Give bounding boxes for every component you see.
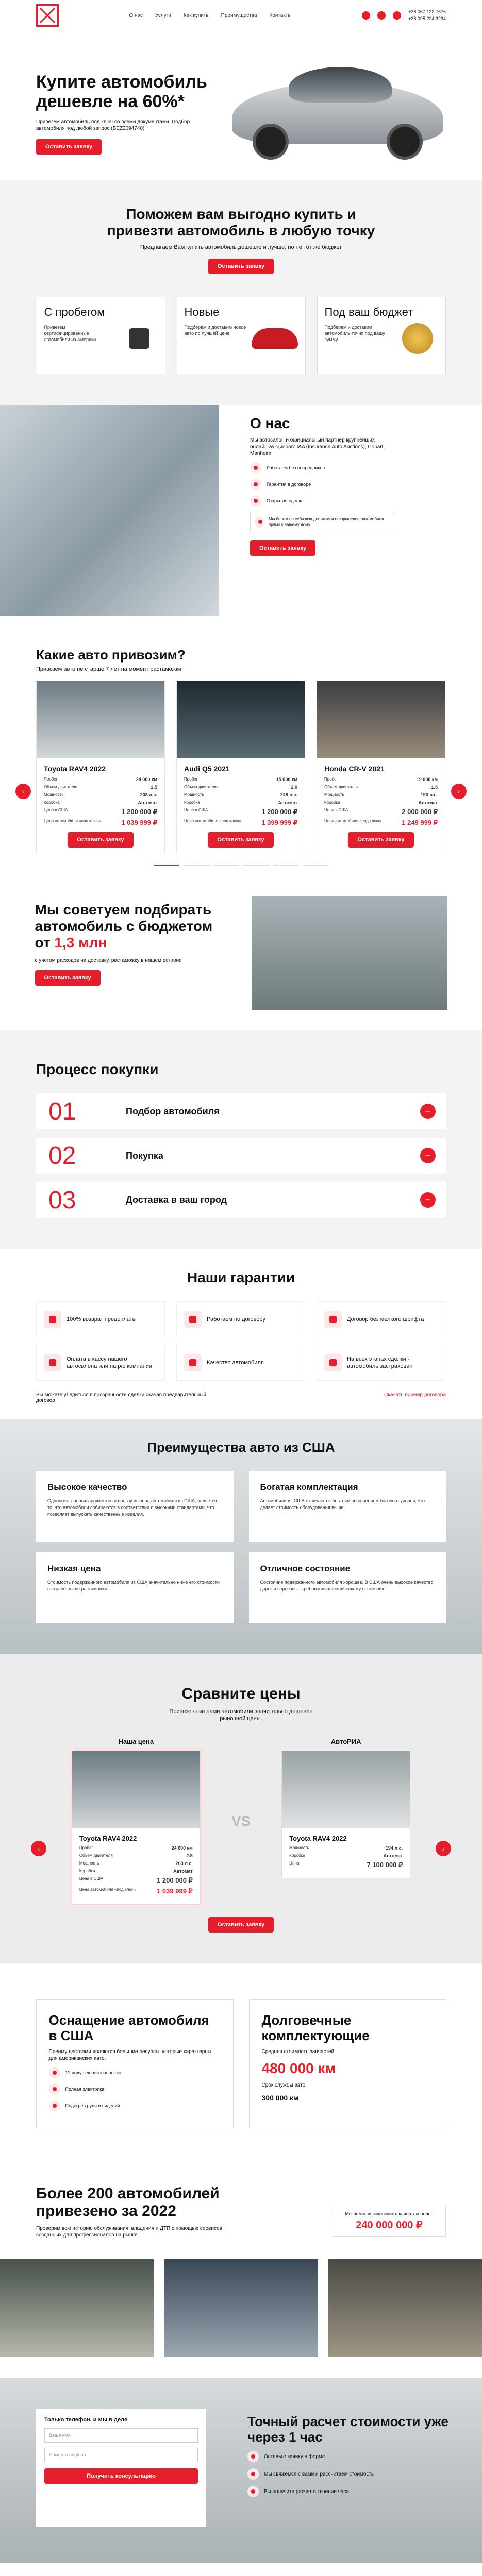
insurance-icon (324, 1354, 342, 1371)
about-point: Работаем без посредников (267, 465, 325, 470)
next-arrow-icon[interactable]: › (436, 1841, 451, 1856)
key-icon (129, 328, 149, 349)
gallery-photo (164, 2259, 318, 2357)
expand-icon[interactable]: – (420, 1192, 436, 1208)
compare-subtitle: Привезенные нами автомобили значительно дешевле рыночной цены. (169, 1708, 313, 1722)
electric-icon (49, 2083, 60, 2095)
advantage-card: Богатая комплектация Автомобили из США отличаются богатым оснащением базового уровня, что делает стоимость оборудования выше. (249, 1471, 446, 1542)
car-cta-button[interactable]: Оставить заявку (208, 832, 273, 848)
header (0, 0, 482, 31)
hero-cta-button[interactable]: Оставить заявку (36, 139, 102, 155)
budget-cta-button[interactable]: Оставить заявку (35, 970, 101, 986)
nav-about[interactable]: О нас (129, 12, 143, 19)
about-text: Мы автосалон и официальный партнер крупнейших онлайн-аукционов: IAA (Insurance Auto Auctions), Copart, Manheim. (250, 437, 385, 456)
budget-text: с учетом расходов на доставку, растаможку в нашем регионе (35, 958, 182, 963)
logo-icon[interactable] (36, 4, 59, 27)
heating-icon (49, 2100, 60, 2111)
coins-icon (402, 323, 433, 354)
download-contract-link[interactable]: Скачать пример договора (384, 1392, 446, 1398)
delivered-section (0, 2164, 482, 2378)
about-title: О нас (250, 415, 290, 431)
car-card: Toyota RAV4 2022 Пробег 24 000 км Объем двигателя 2.5 Мощность 203 л.с. Коробка Автомат Цена в США 1 200 000 ₽ Цена автомобиля «под ключ» 1 039 999 ₽ Оставить заявку (36, 681, 165, 854)
nav-services[interactable]: Услуги (155, 12, 171, 19)
card-title: Новые (184, 306, 220, 318)
card-text: Подберем и доставим автомобиль точно под вашу сумму (324, 325, 385, 342)
help-subtitle: Предлагаем Вам купить автомобиль дешевле и лучше, но не тот же бюджет (140, 244, 342, 250)
expand-icon[interactable]: – (420, 1104, 436, 1119)
expand-icon[interactable]: – (420, 1148, 436, 1163)
airbag-icon (49, 2067, 60, 2078)
card-budget[interactable] (317, 297, 446, 374)
about-photo (0, 405, 219, 616)
phone-field[interactable]: Номер телефона (44, 2448, 198, 2462)
calc-title: Точный расчет стоимости уже через 1 час (247, 2414, 448, 2445)
guarantee-item: На всех этапах сделки - автомобиль застрахован (317, 1345, 445, 1381)
guarantee-item: 100% возврат предоплаты (36, 1301, 165, 1337)
about-point: Гарантия в договоре (267, 482, 311, 487)
phone-1[interactable]: +38 067 123 7676 (408, 9, 446, 14)
header-contacts (362, 9, 446, 22)
about-note: Мы берем на себя всю доставку и оформление автомобиля прямо к вашему дому (250, 512, 394, 532)
budget-title: Мы советуем подбирать автомобиль с бюджетом от 1,3 млн (35, 902, 213, 951)
car-name: Honda CR-V 2021 (324, 765, 385, 773)
contract-icon (184, 1311, 202, 1328)
vs-label: VS (231, 1813, 251, 1829)
advantage-card: Низкая цена Стоимость подержанного автомобиля из США значительно ниже его стоимости в стране после растаможки. (36, 1552, 234, 1623)
help-section (0, 180, 482, 405)
our-price-label: Наша цена (118, 1738, 154, 1745)
car-cta-button[interactable]: Оставить заявку (348, 832, 413, 848)
compare-card-market: Toyota RAV4 2022 Мощность 194 л.с. Коробка Автомат Цена 7 100 000 ₽ (281, 1751, 410, 1878)
hero-title: Купите автомобиль дешевле на 60%* (36, 72, 207, 111)
hero (0, 31, 482, 180)
prev-arrow-icon[interactable]: ‹ (31, 1841, 46, 1856)
advantages-section (0, 1419, 482, 1654)
handshake-icon (250, 495, 261, 506)
next-arrow-icon[interactable]: › (451, 784, 467, 799)
delivered-title: Более 200 автомобилей привезено за 2022 (36, 2185, 220, 2219)
process-step[interactable]: 02 Покупка – (36, 1138, 446, 1174)
phones (408, 9, 446, 22)
advantage-card: Отличное состояние Состояние подержанного автомобиля хорошее. В США очень высокое качество дорог и серьезные требования к техническому состоянию. (249, 1552, 446, 1623)
truck-icon (255, 516, 263, 528)
card-new[interactable] (177, 297, 306, 374)
document-icon (324, 1311, 342, 1328)
slider-dots[interactable] (36, 865, 446, 866)
prev-arrow-icon[interactable]: ‹ (15, 784, 31, 799)
about-point: Открытая сделка (267, 498, 304, 503)
guarantee-item: Качество автомобиля (176, 1345, 305, 1381)
compare-section (0, 1654, 482, 1963)
gallery-photo (0, 2259, 154, 2357)
car-photo (282, 1751, 410, 1828)
form-icon (247, 2451, 259, 2462)
cash-icon (44, 1354, 61, 1371)
guarantees-section (36, 1249, 446, 1419)
form-section: Только телефон, и мы в деле Ваше имя Номер телефона Получить консультацию Точный расчет стоимости уже через 1 час Оставьте заявку в форме Мы свяжемся с вами и рассчитаем стоимость Вы получите расчет в течение часа (0, 2378, 482, 2563)
hero-text: Привезем автомобиль под ключ со всеми документами. Подбор автомобиля под любой запрос (BEZ2094740) (36, 119, 190, 131)
clock-icon (247, 2486, 259, 2497)
card-text: Подберем и доставим новое авто по лучшей цене (184, 325, 246, 336)
main-nav (129, 13, 291, 19)
market-price-label: АвтоРИА (330, 1738, 361, 1745)
refund-icon (44, 1311, 61, 1328)
pickup-photo (252, 896, 447, 1010)
gallery-photo (328, 2259, 482, 2357)
advantage-card: Высокое качество Одним из главных аргументов в пользу выбора автомобиля из США, является то, что автомобили собираются в соответствии с высокими стандартами, что позволяет выпускать качественные изделия. (36, 1471, 234, 1542)
nav-advantages[interactable]: Преимущества (221, 12, 257, 19)
contacts-section (36, 2563, 446, 2576)
process-section (0, 1030, 482, 1249)
telegram-icon[interactable] (362, 11, 370, 20)
about-cta-button[interactable]: Оставить заявку (250, 540, 315, 556)
car-name: Toyota RAV4 2022 (44, 765, 106, 773)
savings-box: Мы помогли сэкономить клиентам более 240 000 000 ₽ (333, 2206, 446, 2237)
compare-title: Сравните цены (181, 1685, 301, 1702)
process-step[interactable]: 01 Подбор автомобиля – (36, 1093, 446, 1129)
shield-icon (250, 479, 261, 490)
help-title: Поможем вам выгодно купить и привезти автомобиль в любую точку (107, 206, 375, 239)
budget-section (0, 881, 482, 1030)
phone-icon (247, 2468, 259, 2480)
card-title: Под ваш бюджет (324, 306, 413, 318)
quality-icon (184, 1354, 202, 1371)
nav-howto[interactable]: Как купить (183, 12, 209, 19)
hero-car-image (227, 46, 448, 170)
compare-cta-button[interactable]: Оставить заявку (208, 1917, 274, 1933)
about-section (0, 405, 482, 637)
car-photo (37, 681, 164, 758)
viber-icon[interactable] (377, 11, 386, 20)
check-icon (250, 462, 261, 473)
cars-title: Какие авто привозим? (36, 647, 186, 663)
nav-contacts[interactable]: Контакты (269, 12, 292, 19)
car-photo (317, 681, 445, 758)
delivered-text: Проверим всю историю обслуживания, владения и ДТП с помощью сервисов, созданных для профессионалов на рынке (36, 2226, 224, 2238)
phone-2[interactable]: +38 095 224 3234 (408, 16, 446, 21)
process-step[interactable]: 03 Доставка в ваш город – (36, 1182, 446, 1218)
cars-subtitle: Привезем авто не старше 7 лет на момент растаможки. (36, 666, 184, 672)
durability-card: Долговечные комплектующие Средняя стоимость запчастей 480 000 км Срок службы авто 300 000 км (249, 1999, 446, 2128)
guarantee-item: Оплата в кассу нашего автосалона или на р/с компании (36, 1345, 165, 1381)
car-card: Audi Q5 2021 Пробег 15 000 км Объем двигателя 2.0 Мощность 248 л.с. Коробка Автомат Цена в США 1 200 000 ₽ Цена автомобиля «под ключ» 1 399 999 ₽ Оставить заявку (176, 681, 305, 854)
car-photo (177, 681, 305, 758)
guarantee-note: Вы можете убедиться в прозрачности сделки скачав предварительный договор (36, 1392, 206, 1403)
whatsapp-icon[interactable] (393, 11, 401, 20)
guarantees-title: Наши гарантии (187, 1269, 295, 1285)
guarantee-item: Договор без мелкого шрифта (317, 1301, 445, 1337)
car-photo (72, 1751, 200, 1828)
red-car-icon (252, 328, 298, 349)
card-text: Привезем сертифицированные автомобили из Америки (44, 325, 96, 342)
advantages-title: Преимущества авто из США (147, 1439, 335, 1455)
car-card: Honda CR-V 2021 Пробег 19 000 км Объем двигателя 1.5 Мощность 190 л.с. Коробка Автомат Цена в США 2 000 000 ₽ Цена автомобиля «под ключ» 1 249 999 ₽ Оставить заявку (317, 681, 445, 854)
cars-section (22, 637, 460, 881)
card-title: С пробегом (44, 306, 105, 318)
process-title: Процесс покупки (36, 1061, 159, 1077)
name-field[interactable]: Ваше имя (44, 2428, 198, 2443)
equipment-card: Оснащение автомобиля в США Преимуществами являются большие ресурсы, которые характерны для американских авто. 12 подушек безопасности Полная электрика Подогрев руля и сидений (36, 1999, 234, 2128)
compare-card-ours: Toyota RAV4 2022 Пробег 24 000 км Объем двигателя 2.5 Мощность 203 л.с. Коробка Автомат Цена в США 1 200 000 ₽ Цена автомобиля «под ключ» 1 039 999 ₽ (72, 1751, 201, 1905)
guarantee-item: Работаем по договору (176, 1301, 305, 1337)
lead-form: Только телефон, и мы в деле Ваше имя Номер телефона Получить консультацию (36, 2409, 206, 2527)
delivered-gallery (0, 2259, 482, 2357)
consult-button[interactable]: Получить консультацию (44, 2468, 198, 2484)
card-used[interactable] (37, 297, 165, 374)
car-cta-button[interactable]: Оставить заявку (68, 832, 133, 848)
equipment-section (0, 1963, 482, 2164)
help-cta-button[interactable]: Оставить заявку (208, 259, 274, 274)
car-name: Audi Q5 2021 (184, 765, 230, 773)
